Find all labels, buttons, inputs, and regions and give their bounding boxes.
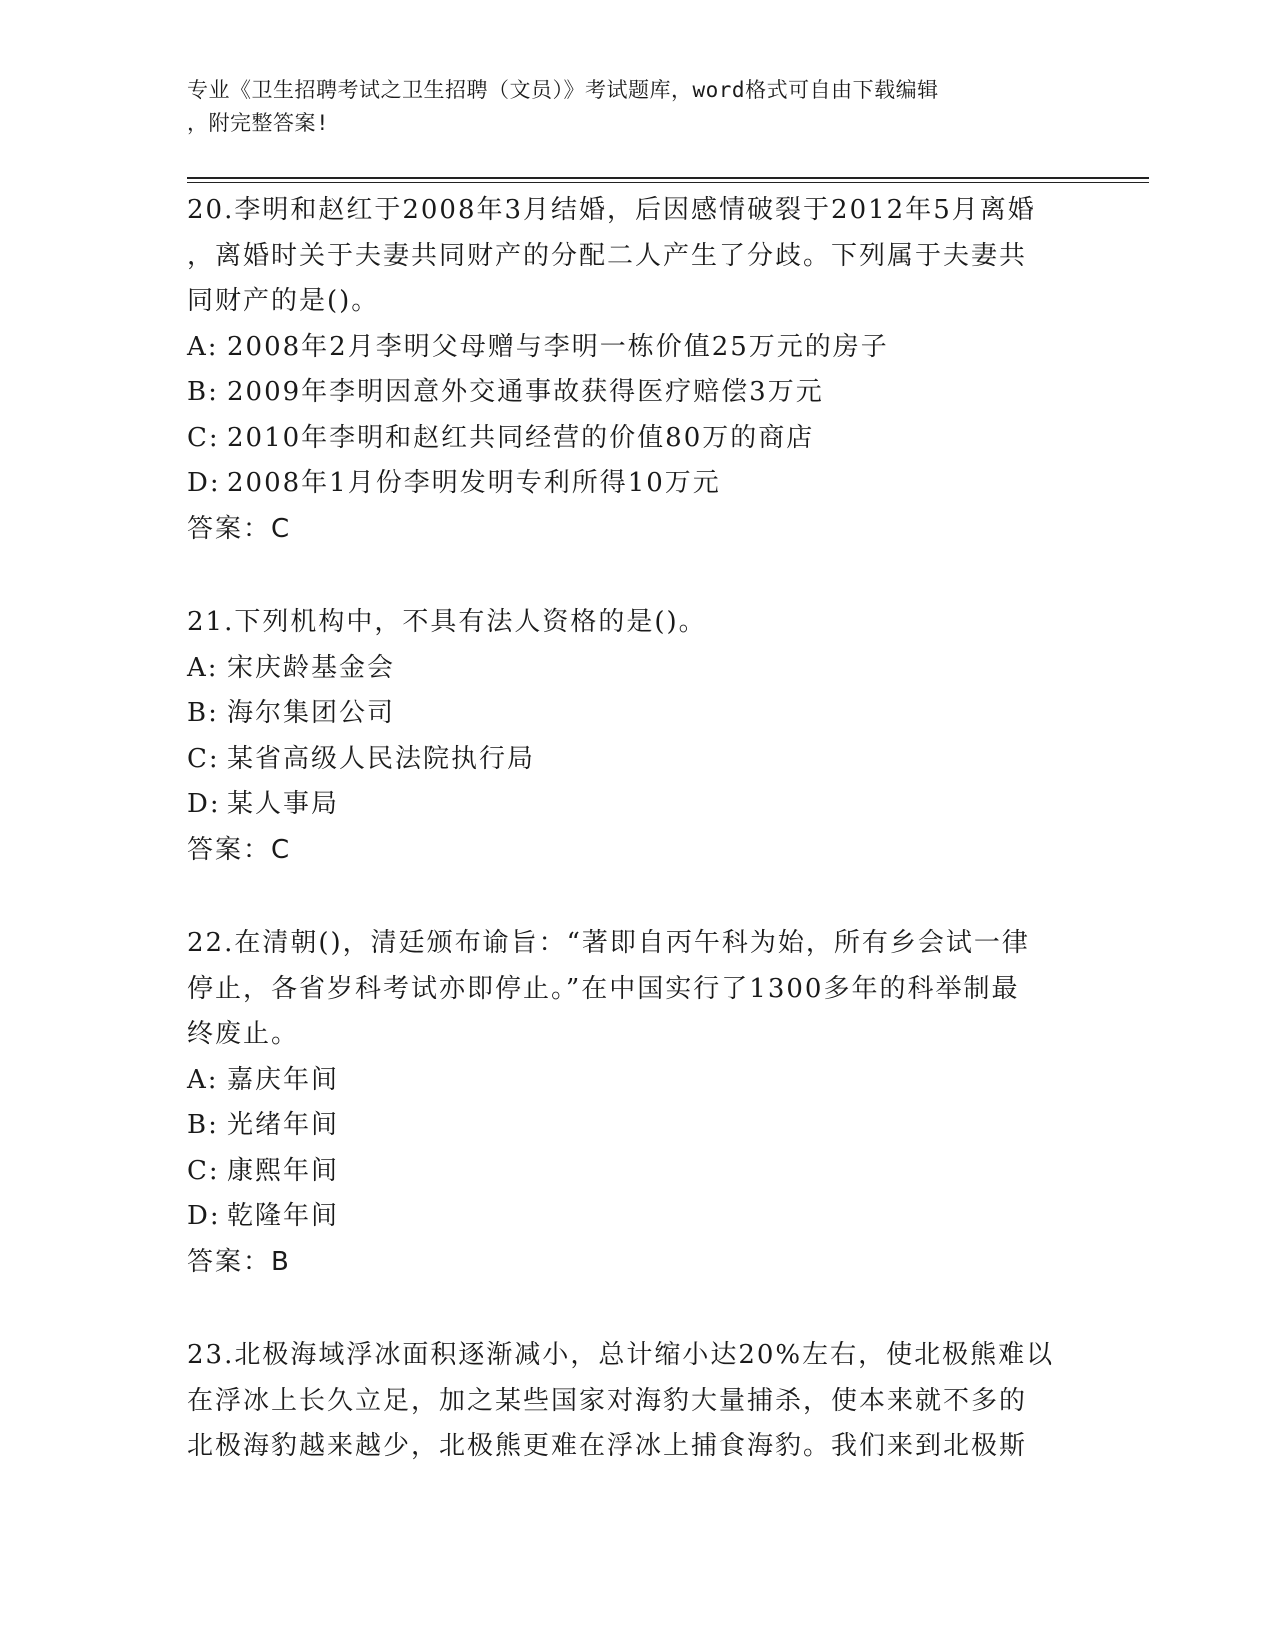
question-list — [187, 188, 1087, 1518]
option-a — [187, 646, 1087, 692]
stem-line: 在浮冰上长久立足，加之某些国家对海豹大量捕杀，使本来就不多的 — [187, 1385, 1028, 1416]
question-stem — [187, 1333, 1087, 1470]
option-key: C: — [187, 422, 220, 453]
question-23 — [187, 1333, 1087, 1470]
option-text: 2010年李明和赵红共同经营的价值80万的商店 — [227, 422, 815, 453]
header-line-1: 专业《卫生招聘考试之卫生招聘（文员）》考试题库，word格式可自由下载编辑 — [187, 78, 939, 102]
option-a — [187, 325, 1087, 371]
option-text: 乾隆年间 — [227, 1201, 340, 1231]
stem-line: 21.下列机构中，不具有法人资格的是()。 — [187, 607, 707, 637]
answer-line: 答案：B — [187, 1246, 291, 1277]
option-key: A: — [187, 331, 219, 362]
answer-line: 答案：C — [187, 513, 292, 544]
stem-line: ，离婚时关于夫妻共同财产的分配二人产生了分歧。下列属于夫妻共 — [187, 240, 1028, 271]
option-c — [187, 416, 1087, 462]
option-key: A: — [187, 1064, 219, 1095]
stem-line: 北极海豹越来越少，北极熊更难在浮冰上捕食海豹。我们来到北极斯 — [187, 1431, 1028, 1461]
question-stem — [187, 188, 1087, 325]
stem-line: 22.在清朝()，清廷颁布谕旨：“著即自丙午科为始，所有乡会试一律 — [187, 928, 1030, 958]
option-key: B: — [187, 1110, 219, 1140]
stem-line: 终废止。 — [187, 1019, 300, 1049]
header-line-2: ，附完整答案! — [187, 111, 330, 135]
option-text: 光绪年间 — [227, 1110, 340, 1140]
option-a — [187, 1058, 1087, 1104]
option-d — [187, 782, 1087, 828]
question-22 — [187, 921, 1087, 1285]
question-20 — [187, 188, 1087, 552]
option-b — [187, 1103, 1087, 1149]
option-text: 海尔集团公司 — [227, 698, 396, 728]
option-text: 嘉庆年间 — [227, 1064, 340, 1095]
option-d — [187, 461, 1087, 507]
option-d — [187, 1194, 1087, 1240]
header-divider-thick — [187, 177, 1149, 179]
option-key: D: — [187, 468, 221, 498]
option-text: 康熙年间 — [227, 1155, 340, 1186]
option-text: 某人事局 — [227, 789, 340, 819]
option-c — [187, 1149, 1087, 1195]
option-b — [187, 691, 1087, 737]
option-key: D: — [187, 1201, 221, 1231]
question-21 — [187, 600, 1087, 873]
option-text: 2008年1月份李明发明专利所得10万元 — [227, 468, 721, 498]
stem-line: 23.北极海域浮冰面积逐渐减小，总计缩小达20%左右，使北极熊难以 — [187, 1340, 1055, 1370]
answer-line: 答案：C — [187, 834, 292, 865]
option-text: 2008年2月李明父母赠与李明一栋价值25万元的房子 — [227, 331, 889, 362]
option-key: B: — [187, 377, 219, 407]
option-text: 某省高级人民法院执行局 — [227, 743, 536, 774]
option-c — [187, 737, 1087, 783]
stem-line: 同财产的是()。 — [187, 286, 380, 316]
question-stem — [187, 600, 1087, 646]
option-key: A: — [187, 652, 219, 683]
option-b — [187, 370, 1087, 416]
document-header — [187, 74, 1087, 140]
stem-line: 停止，各省岁科考试亦即停止。”在中国实行了1300多年的科举制最 — [187, 973, 1020, 1004]
option-key: C: — [187, 743, 220, 774]
question-stem — [187, 921, 1087, 1058]
option-text: 2009年李明因意外交通事故获得医疗赔偿3万元 — [227, 377, 824, 407]
option-key: B: — [187, 698, 219, 728]
stem-line: 20.李明和赵红于2008年3月结婚，后因感情破裂于2012年5月离婚 — [187, 195, 1036, 225]
option-text: 宋庆龄基金会 — [227, 652, 396, 683]
option-key: D: — [187, 789, 221, 819]
header-divider-thin — [187, 182, 1149, 183]
option-key: C: — [187, 1155, 220, 1186]
